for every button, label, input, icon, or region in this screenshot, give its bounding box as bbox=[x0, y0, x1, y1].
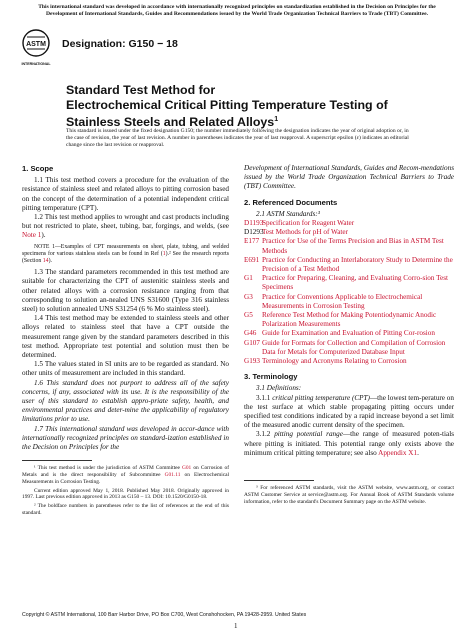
para-1-2: 1.2 This test method applies to wrought and cast products including but not restricted to plate, sheet, tubing, bar, forgings, and welds, (see Note 1). bbox=[22, 213, 229, 240]
reference-item[interactable] bbox=[244, 357, 454, 366]
note-1-link[interactable]: Note 1 bbox=[22, 231, 42, 240]
reference-title: Terminology and Acronyms Relating to Corrosion bbox=[262, 357, 407, 366]
reference-code: G46 bbox=[244, 329, 257, 338]
reference-title: Guide for Examination and Evaluation of Pitting Cor-rosion bbox=[262, 329, 435, 338]
reference-title: Test Methods for pH of Water bbox=[262, 228, 349, 237]
reference-item[interactable] bbox=[244, 274, 454, 292]
reference-code: G107 bbox=[244, 338, 260, 347]
ref-1-link[interactable]: 1 bbox=[162, 250, 166, 257]
g01-link[interactable]: G01 bbox=[181, 465, 192, 472]
document-title bbox=[66, 83, 406, 130]
reference-code: E691 bbox=[244, 255, 260, 264]
title-footnote-mark: 1 bbox=[274, 115, 279, 123]
para-1-6: 1.6 This standard does not purport to address all of the safety concerns, if any, associated with its use. It is the responsibility of the user of this standard to establish appro-priate safety, health, and environmental practices and deter-mine the applicability of regulatory limitations prior to use. bbox=[22, 378, 229, 424]
references-heading: 2. Referenced Documents bbox=[244, 197, 338, 207]
reference-item[interactable] bbox=[244, 237, 454, 255]
title-line-3: Stainless Steels and Related Alloys bbox=[66, 114, 275, 129]
definition-pitting-potential-range: 3.1.2 pitting potential range—the range of measured poten-tials where pitting is initiated. This potential range only exists above the minimum critical pitting temperature; see also Appendix X1. bbox=[244, 430, 455, 457]
reference-item[interactable] bbox=[244, 228, 454, 237]
title-line-2: Electrochemical Critical Pitting Temperature Testing of bbox=[66, 97, 388, 112]
reference-code: G5 bbox=[244, 311, 253, 320]
reference-item[interactable] bbox=[244, 329, 454, 338]
scope-heading: 1. Scope bbox=[22, 164, 54, 173]
reference-code: D1193 bbox=[244, 219, 264, 228]
para-1-5: 1.5 The values stated in SI units are to be regarded as standard. No other units of measurement are included in this standard. bbox=[22, 360, 229, 378]
copyright-line: Copyright © ASTM International, 100 Barr Harbor Drive, PO Box C700, West Conshohocken, PA 19428-2959. United States bbox=[22, 612, 307, 618]
para-1-7-continued: Development of International Standards, Guides and Recom-mendations issued by the World Trade Organization Technical Barriers to Trade (TBT) Committee. bbox=[244, 164, 454, 191]
issue-note: This standard is issued under the fixed designation G150; the number immediately following the designation indicates the year of original adoption or, in the case of revision, the year of last revision. A number in parentheses indicates the year of last reapproval. A superscript epsilon (ε) indicates an editorial change since the last revision or reapproval. bbox=[66, 128, 409, 149]
para-1-3: 1.3 The standard parameters recommended in this test method are suitable for characterizing the CPT of austenitic stainless steels and other related alloys with a corrosion resistance ranging from that corresponding to solution an-nealed UNS S31600 (Type 316 stainless steel) to solution annealed UNS S31254 (6 % Mo stainless steel). bbox=[22, 268, 229, 314]
reference-code: G1 bbox=[244, 274, 253, 283]
term-pitting-potential-range: pitting potential range bbox=[274, 430, 343, 439]
logo-subtext: INTERNATIONAL bbox=[21, 62, 51, 66]
footnote-divider-right bbox=[244, 480, 314, 481]
title-line-1: Standard Test Method for bbox=[66, 83, 216, 97]
footnote-3: ³ For referenced ASTM standards, visit the ASTM website, www.astm.org, or contact ASTM Customer Service at service@astm.org. For Annual Book of ASTM Standards volume information, refer to the standard's Document Summary page on the ASTM website. bbox=[244, 485, 454, 505]
reference-title: Practice for Conventions Applicable to Electrochemical Measurements in Corrosion Testing bbox=[262, 292, 423, 310]
astm-logo bbox=[19, 28, 53, 68]
reference-item[interactable] bbox=[244, 293, 454, 311]
g01-11-link[interactable]: G01.11 bbox=[164, 472, 181, 479]
reference-code: D1293 bbox=[244, 228, 264, 237]
footnote-divider bbox=[22, 460, 92, 461]
reference-title: Guide for Formats for Collection and Compilation of Corrosion Data for Metals for Computerized Database Input bbox=[262, 338, 446, 356]
reference-title: Reference Test Method for Making Potentiodynamic Anodic Polarization Measurements bbox=[262, 311, 437, 329]
terminology-heading: 3. Terminology bbox=[244, 372, 298, 382]
reference-item[interactable] bbox=[244, 256, 454, 274]
left-column bbox=[22, 164, 229, 519]
para-1-7: 1.7 This international standard was developed in accor-dance with internationally recognized principles on standard-ization established in the Decision on Principles for the bbox=[22, 424, 229, 452]
term-cpt: critical pitting temperature (CPT) bbox=[272, 393, 370, 402]
reference-item[interactable] bbox=[244, 339, 454, 357]
reference-item[interactable] bbox=[244, 219, 454, 228]
para-1-4: 1.4 This test method may be extended to stainless steels and other alloys related to stainless steel that have a CPT outside the measurement range given by the standard parameters described in this test method. Appropriate test potential and solution must then be determined. bbox=[22, 314, 229, 360]
designation: Designation: G150 − 18 bbox=[62, 38, 178, 50]
standardization-notice: This international standard was developed in accordance with internationally recognized principles on standardization established in the Decision on Principles for the Development of International Standards, Guides and Recommendations issued by the World Trade Organization Technical Barriers to Trade (TBT) Committee. bbox=[38, 4, 436, 17]
para-1-1: 1.1 This test method covers a procedure for the evaluation of the resistance of stainless steel and related alloys to pitting corrosion based on the concept of the determination of a potential independent critical pitting temperature (CPT). bbox=[22, 176, 229, 212]
section-14-link[interactable]: 14 bbox=[42, 258, 49, 265]
footnote-1: ¹ This test method is under the jurisdiction of ASTM Committee G01 on Corrosion of Metals and is the direct responsibility of Subcommittee G01.11 on Electrochemical Measurements in Corrosion Testing. bbox=[22, 465, 230, 485]
page-number: 1 bbox=[234, 622, 238, 630]
reference-item[interactable] bbox=[244, 311, 454, 329]
reference-code: E177 bbox=[244, 237, 260, 246]
footnote-2: ² The boldface numbers in parentheses refer to the list of references at the end of this standard. bbox=[22, 503, 229, 517]
reference-title: Specification for Reagent Water bbox=[262, 219, 355, 228]
definition-cpt: 3.1.1 critical pitting temperature (CPT)—the lowest tem-perature on the test surface at which stable propagating pitting occurs under specified test conditions indicated by a rapid increase beyond a set limit of the measured anodic current density of the specimen. bbox=[244, 393, 454, 430]
reference-code: G3 bbox=[244, 292, 253, 301]
footnote-edition: Current edition approved May 1, 2018. Published May 2018. Originally approved in 1997. Last previous edition approved in 2013 as G150 – 13. DOI: 10.1520/G0150-18. bbox=[22, 487, 229, 501]
right-column bbox=[244, 164, 454, 507]
astm-standards-intro: 2.1 ASTM Standards:³ bbox=[256, 209, 320, 218]
reference-title: Practice for Conducting an Interlaboratory Study to Determine the Precision of a Test Method bbox=[262, 255, 453, 274]
note-1: NOTE 1—Examples of CPT measurements on sheet, plate, tubing, and welded specimens for various stainless steels can be found in Ref (1).² See the research reports (Section 14). bbox=[22, 243, 229, 265]
reference-title: Practice for Preparing, Cleaning, and Evaluating Corro-sion Test Specimens bbox=[262, 274, 448, 292]
appendix-x1-link[interactable]: Appendix X1 bbox=[378, 448, 418, 457]
reference-code: G193 bbox=[244, 357, 260, 366]
reference-title: Practice for Use of the Terms Precision and Bias in ASTM Test Methods bbox=[262, 237, 444, 255]
logo-text: ASTM bbox=[26, 41, 46, 48]
definitions-intro: 3.1 Definitions: bbox=[256, 384, 302, 393]
